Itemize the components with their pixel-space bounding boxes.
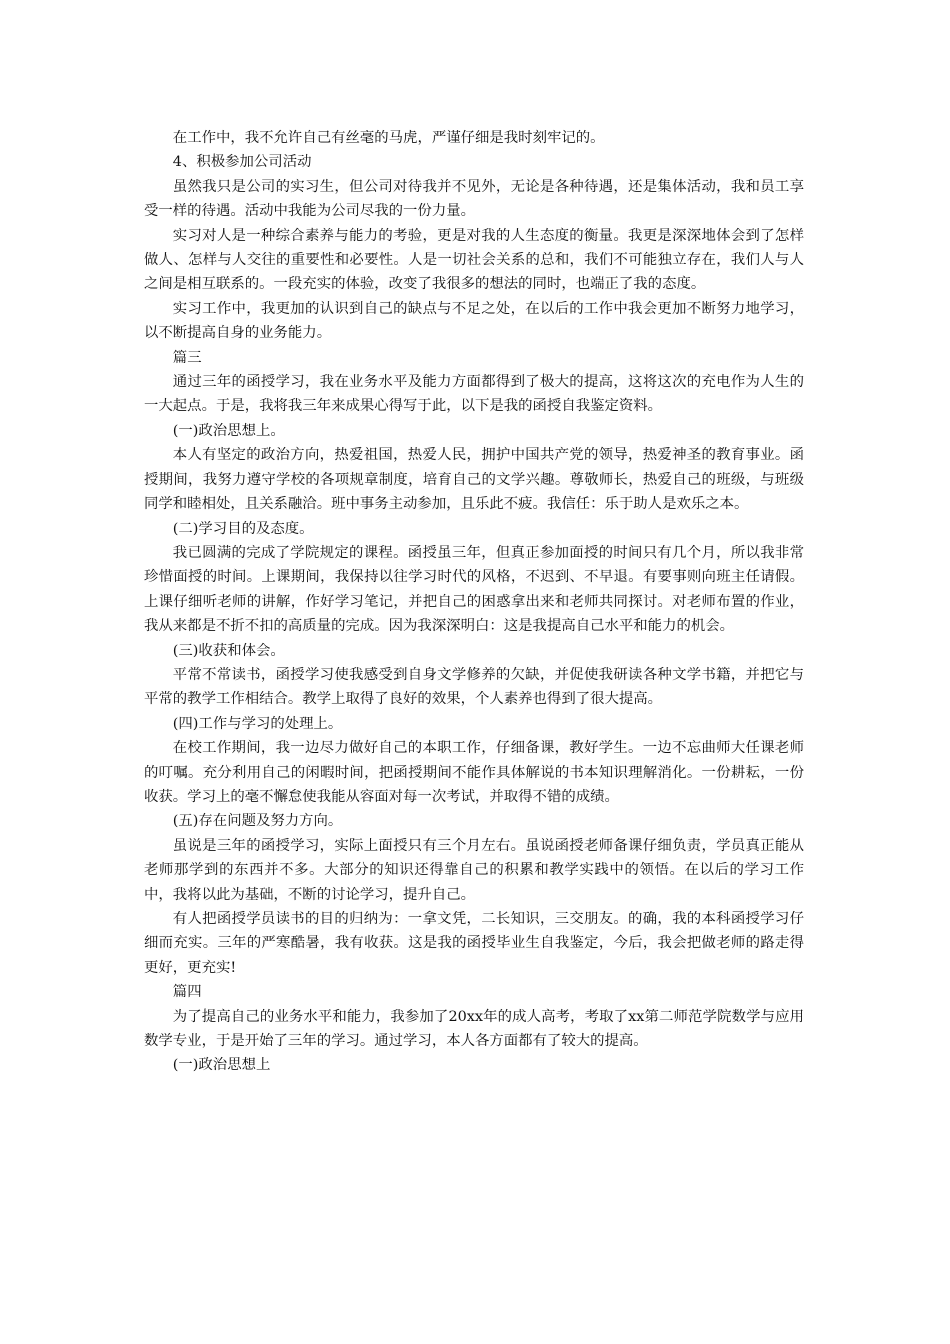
paragraph: 我已圆满的完成了学院规定的课程。函授虽三年，但真正参加面授的时间只有几个月，所以我非常珍惜面授的时间。上课期间，我保持以往学习时代的风格，不迟到、不早退。有要事则向班主任请假。上课仔细听老师的讲解，作好学习笔记，并把自己的困惑拿出来和老师共同探讨。对老师布置的作业，我从来都是不折不扣的高质量的完成。因为我深深明白：这是我提高自己水平和能力的机会。 bbox=[144, 544, 804, 635]
paragraph: 为了提高自己的业务水平和能力，我参加了20xx年的成人高考，考取了xx第二师范学院数学与应用数学专业，于是开始了三年的学习。通过学习，本人各方面都有了较大的提高。 bbox=[144, 1008, 804, 1050]
section-heading: (二)学习目的及态度。 bbox=[172, 520, 314, 537]
section-heading: (五)存在问题及努力方向。 bbox=[172, 813, 343, 830]
paragraph: 本人有坚定的政治方向，热爱祖国，热爱人民，拥护中国共产党的领导，热爱神圣的教育事业。函授期间，我努力遵守学校的各项规章制度，培育自己的文学兴趣。尊敬师长，热爱自己的班级，与班级同学和睦相处，且关系融洽。班中事务主动参加，且乐此不疲。我信任：乐于助人是欢乐之本。 bbox=[144, 447, 804, 513]
paragraph: 实习工作中，我更加的认识到自己的缺点与不足之处，在以后的工作中我会更加不断努力地学习，以不断提高自身的业务能力。 bbox=[144, 300, 804, 342]
paragraph: 在校工作期间，我一边尽力做好自己的本职工作，仔细备课，教好学生。一边不忘曲师大任课老师的叮嘱。充分利用自己的闲暇时间，把函授期间不能作具体解说的书本知识理解消化。一份耕耘，一份收获。学习上的毫不懈怠使我能从容面对每一次考试，并取得不错的成绩。 bbox=[144, 740, 804, 805]
section-heading: 4、积极参加公司活动 bbox=[172, 154, 312, 171]
paragraph: 平常不常读书，函授学习使我感受到自身文学修养的欠缺，并促使我研读各种文学书籍，并把它与平常的教学工作相结合。教学上取得了良好的效果，个人素养也得到了很大提高。 bbox=[144, 666, 804, 708]
paragraph: 通过三年的函授学习，我在业务水平及能力方面都得到了极大的提高，这将这次的充电作为人生的一大起点。于是，我将我三年来成果心得写于此，以下是我的函授自我鉴定资料。 bbox=[144, 374, 804, 415]
chapter-heading: 篇三 bbox=[172, 349, 202, 366]
paragraph: 在工作中，我不允许自己有丝毫的马虎，严谨仔细是我时刻牢记的。 bbox=[172, 130, 605, 146]
paragraph: 虽然我只是公司的实习生，但公司对待我并不见外，无论是各种待遇，还是集体活动，我和员工享受一样的待遇。活动中我能为公司尽我的一份力量。 bbox=[144, 178, 804, 220]
section-heading: (四)工作与学习的处理上。 bbox=[172, 715, 343, 732]
section-heading: (一)政治思想上 bbox=[172, 1057, 271, 1074]
paragraph: 虽说是三年的函授学习，实际上面授只有三个月左右。虽说函授老师备课仔细负责，学员真正能从老师那学到的东西并不多。大部分的知识还得靠自己的积累和教学实践中的领悟。在以后的学习工作中，我将以此为基础，不断的讨论学习，提升自己。 bbox=[144, 837, 804, 903]
paragraph: 实习对人是一种综合素养与能力的考验，更是对我的人生态度的衡量。我更是深深地体会到了怎样做人、怎样与人交往的重要性和必要性。人是一切社会关系的总和，我们不可能独立存在，我们人与人之间是相互联系的。一段充实的体验，改变了我很多的想法的同时，也端正了我的态度。 bbox=[144, 227, 804, 293]
paragraph: 有人把函授学员读书的目的归纳为：一拿文凭，二长知识，三交朋友。的确，我的本科函授学习仔细而充实。三年的严寒酷暑，我有收获。这是我的函授毕业生自我鉴定，今后，我会把做老师的路走得更好，更充实! bbox=[144, 911, 804, 976]
document-body bbox=[144, 126, 804, 1078]
section-heading: (一)政治思想上。 bbox=[172, 422, 285, 439]
section-heading: (三)收获和体会。 bbox=[172, 642, 285, 659]
chapter-heading: 篇四 bbox=[172, 984, 202, 1001]
